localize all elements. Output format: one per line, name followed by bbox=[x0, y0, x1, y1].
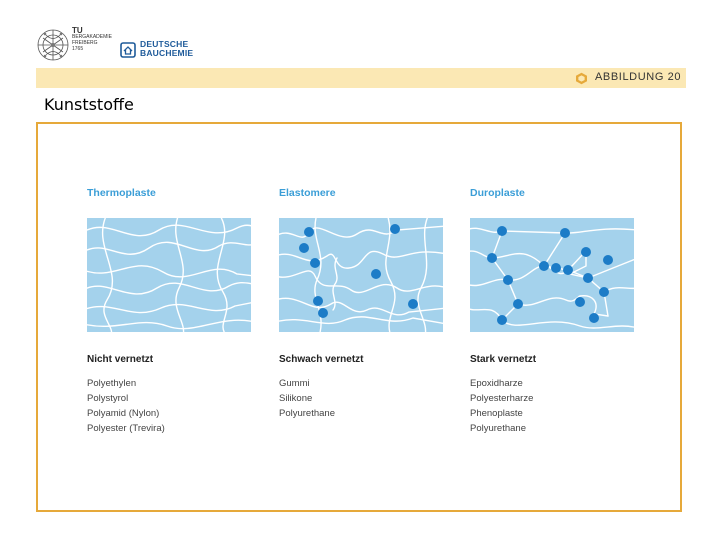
figure-label: ABBILDUNG 20 bbox=[595, 71, 682, 83]
university-seal-icon bbox=[36, 26, 70, 64]
house-icon bbox=[120, 42, 136, 58]
column-subtitle: Stark vernetzt bbox=[470, 354, 537, 365]
tu-line: 1765 bbox=[72, 46, 84, 52]
tu-abbr: TU bbox=[72, 26, 83, 35]
hexagon-icon bbox=[575, 72, 588, 85]
polymer-chains-graphic bbox=[470, 218, 634, 332]
list-item: Polystyrol bbox=[87, 393, 129, 404]
polymer-panel bbox=[87, 218, 251, 332]
slide-title: Kunststoffe bbox=[44, 95, 134, 114]
partner-logo-text bbox=[140, 40, 193, 58]
tu-line: BERGAKADEMIE bbox=[72, 34, 113, 40]
example-list bbox=[470, 376, 533, 436]
column-subtitle: Nicht vernetzt bbox=[87, 354, 154, 365]
tu-logo-text bbox=[72, 28, 112, 52]
polymer-chains-graphic bbox=[87, 218, 251, 332]
example-list bbox=[87, 376, 165, 436]
partner-logo-line1: DEUTSCHE bbox=[140, 39, 189, 49]
list-item: Silikone bbox=[279, 393, 313, 404]
example-list bbox=[279, 376, 335, 421]
column-title: Duroplaste bbox=[470, 187, 525, 199]
polymer-chains-graphic bbox=[279, 218, 443, 332]
list-item: Polyamid (Nylon) bbox=[87, 408, 160, 419]
column-subtitle: Schwach vernetzt bbox=[279, 354, 364, 365]
header-band bbox=[36, 68, 686, 88]
partner-logo-line2: BAUCHEMIE bbox=[140, 48, 194, 58]
list-item: Phenoplaste bbox=[470, 408, 523, 419]
list-item: Polyesterharze bbox=[470, 393, 534, 404]
column-title: Elastomere bbox=[279, 187, 336, 199]
deutsche-bauchemie-logo bbox=[120, 40, 200, 60]
list-item: Polyester (Trevira) bbox=[87, 423, 165, 434]
polymer-panel bbox=[279, 218, 443, 332]
tu-logo bbox=[36, 24, 113, 66]
list-item: Polyethylen bbox=[87, 378, 137, 389]
polymer-panel bbox=[470, 218, 634, 332]
column-title: Thermoplaste bbox=[87, 187, 156, 199]
list-item: Gummi bbox=[279, 378, 310, 389]
list-item: Polyurethane bbox=[470, 423, 526, 434]
figure-frame bbox=[36, 122, 682, 512]
list-item: Epoxidharze bbox=[470, 378, 523, 389]
tu-line: FREIBERG bbox=[72, 40, 98, 46]
list-item: Polyurethane bbox=[279, 408, 335, 419]
